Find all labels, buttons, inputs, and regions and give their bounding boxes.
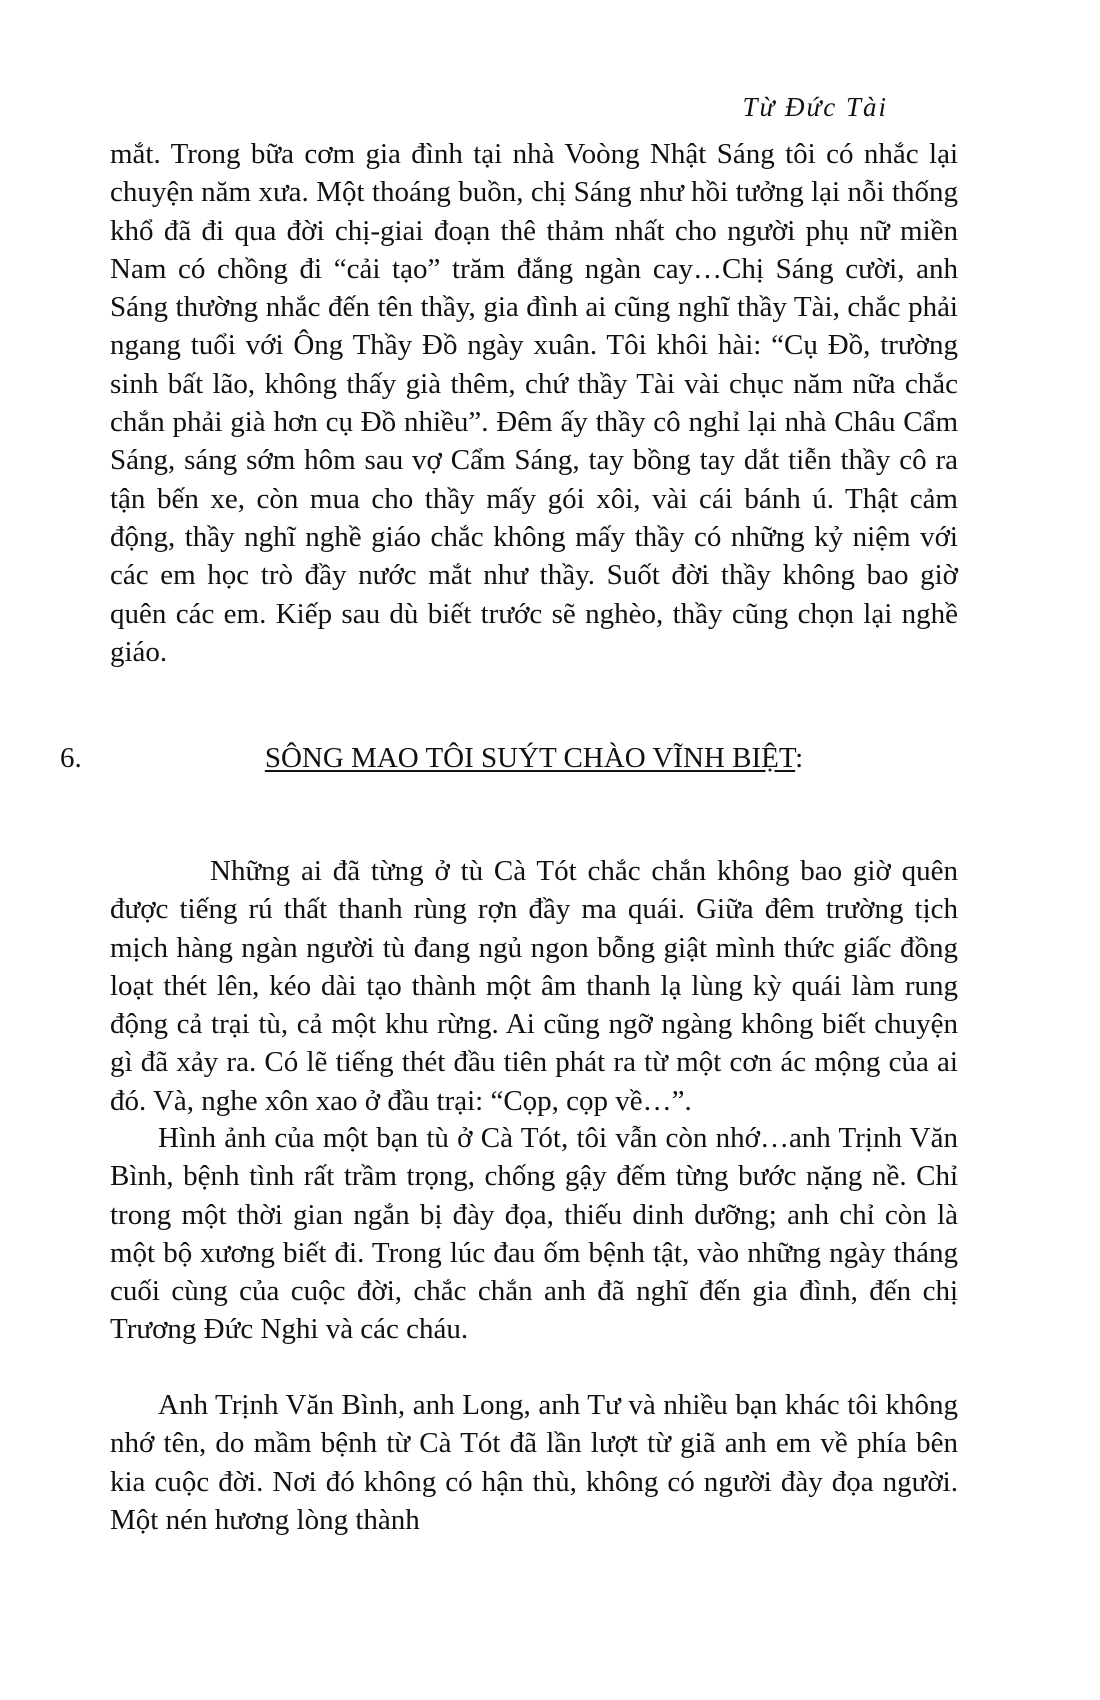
section-title: SÔNG MAO TÔI SUÝT CHÀO VĨNH BIỆT [264, 742, 796, 774]
paragraph-ca-tot-tiger: Những ai đã từng ở tù Cà Tót chắc chắn không bao giờ quên được tiếng rú thất thanh rùng rợn đầy ma quái. Giữa đêm trường tịch mịch hàng ngàn người tù đang ngủ ngon bỗng giật mình thức giấc đồng loạt thét lên, kéo dài tạo thành một âm thanh lạ lùng kỳ quái làm rung động cả trại tù, cả một khu rừng. Ai cũng ngỡ ngàng không biết chuyện gì đã xảy ra. Có lẽ tiếng thét đầu tiên phát ra từ một cơn ác mộng của ai đó. Và, nghe xôn xao ở đầu trại: “Cọp, cọp về…”. [110, 855, 958, 1117]
section-title-suffix: : [795, 742, 804, 774]
section-number: 6. [60, 742, 82, 774]
paragraph-trinh-van-binh: Hình ảnh của một bạn tù ở Cà Tót, tôi vẫn còn nhớ…anh Trịnh Văn Bình, bệnh tình rất trầm trọng, chống gậy đếm từng bước nặng nề. Chỉ trong một thời gian ngắn bị đày đọa, thiếu dinh dưỡng; anh chỉ còn là một bộ xương biết đi. Trong lúc đau ốm bệnh tật, vào những ngày tháng cuối cùng của cuộc đời, chắc chắn anh đã nghĩ đến gia đình, đến chị Trương Đức Nghi và các cháu. [110, 1122, 958, 1346]
section-heading [110, 742, 958, 775]
paragraph-farewell: Anh Trịnh Văn Bình, anh Long, anh Tư và nhiều bạn khác tôi không nhớ tên, do mầm bệnh từ Cà Tót đã lần lượt từ giã anh em về phía bên kia cuộc đời. Nơi đó không có hận thù, không có người đày đọa người. Một nén hương lòng thành [110, 1389, 958, 1536]
paragraph-continued: mắt. Trong bữa cơm gia đình tại nhà Voòng Nhật Sáng tôi có nhắc lại chuyện năm xưa. Một thoáng buồn, chị Sáng như hồi tưởng lại nỗi thống khổ đã đi qua đời chị-giai đoạn thê thảm nhất cho người phụ nữ miền Nam có chồng đi “cải tạo” trăm đắng ngàn cay…Chị Sáng cười, anh Sáng thường nhắc đến tên thầy, gia đình ai cũng nghĩ thầy Tài, chắc phải ngang tuổi với Ông Thầy Đồ ngày xuân. Tôi khôi hài: “Cụ Đồ, trường sinh bất lão, không thấy già thêm, chứ thầy Tài vài chục năm nữa chắc chắn phải già hơn cụ Đồ nhiều”. Đêm ấy thầy cô nghỉ lại nhà Châu Cẩm Sáng, sáng sớm hôm sau vợ Cẩm Sáng, tay bồng tay dắt tiễn thầy cô ra tận bến xe, còn mua cho thầy mấy gói xôi, vài cái bánh ú. Thật cảm động, thầy nghĩ nghề giáo chắc không mấy thầy có những kỷ niệm với các em học trò đầy nước mắt như thầy. Suốt đời thầy không bao giờ quên các em. Kiếp sau dù biết trước sẽ nghèo, thầy cũng chọn lại nghề giáo. [110, 138, 958, 668]
running-header: Từ Đức Tài [742, 92, 888, 122]
